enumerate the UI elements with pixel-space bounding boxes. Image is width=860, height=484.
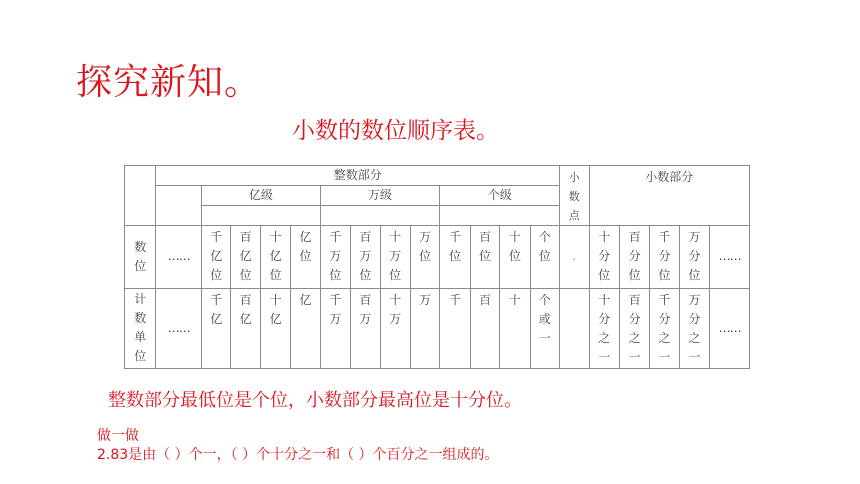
counting-unit-cell: 万 — [410, 288, 439, 368]
counting-unit-cell: 千 分 之 一 — [650, 288, 679, 368]
digit-place-cell: 亿 位 — [291, 226, 320, 288]
counting-unit-cell: 千 亿 — [202, 288, 231, 368]
page-title: 探究新知。 — [76, 62, 262, 103]
decimal-point-header-text: 小 数 点 — [568, 171, 580, 222]
decimal-point-header — [560, 166, 589, 226]
digit-place-cell: …… — [156, 226, 202, 288]
counting-unit-cell: 百 — [470, 288, 499, 368]
counting-unit-cell: 千 万 — [320, 288, 350, 368]
group-wan: 万级 — [320, 186, 440, 206]
digit-place-cell: 百 位 — [470, 226, 499, 288]
counting-unit-cell: 个 或 一 — [530, 288, 559, 368]
exercise-heading: 做一做 — [97, 428, 139, 444]
counting-unit-cell: 十 万 — [380, 288, 410, 368]
counting-unit-cell: 十 分 之 一 — [589, 288, 619, 368]
group-ge: 个级 — [440, 186, 560, 206]
counting-unit-cell: 百 万 — [351, 288, 380, 368]
digit-place-cell: 千 位 — [440, 226, 470, 288]
integer-part-header: 整数部分 — [156, 166, 560, 186]
counting-unit-cell — [560, 288, 589, 368]
digit-place-cell: 百 分 位 — [619, 226, 649, 288]
digit-place-cell: 十 亿 位 — [260, 226, 290, 288]
digit-place-cell: 万 分 位 — [679, 226, 709, 288]
digit-place-cell: 千 万 位 — [320, 226, 350, 288]
counting-unit-cell: …… — [710, 288, 750, 368]
counting-unit-cell: 十 — [500, 288, 530, 368]
table-title: 小数的数位顺序表。 — [292, 118, 499, 144]
digit-place-cell: 十 位 — [500, 226, 530, 288]
counting-unit-cell: 百 分 之 一 — [619, 288, 649, 368]
digit-place-cell: 千 分 位 — [650, 226, 679, 288]
digit-place-cell: . — [560, 226, 589, 288]
counting-unit-cell: 十 亿 — [260, 288, 290, 368]
corner-cell — [125, 166, 156, 226]
blank-cell — [156, 186, 202, 226]
decimal-part-header: 小数部分 — [589, 166, 750, 226]
counting-unit-cell: 万 分 之 一 — [679, 288, 709, 368]
counting-unit-cell: 千 — [440, 288, 470, 368]
digit-place-cell: 百 万 位 — [351, 226, 380, 288]
digit-place-cell: 万 位 — [410, 226, 439, 288]
decimal-place-value-table — [124, 165, 750, 369]
counting-unit-cell: …… — [156, 288, 202, 368]
digit-place-cell: 千 亿 位 — [202, 226, 231, 288]
group-yi: 亿级 — [202, 186, 321, 206]
exercise-question: 2.83是由（ ）个一，（ ）个十分之一和（ ）个百分之一组成的。 — [97, 447, 499, 463]
counting-unit-label: 计 数 单 位 — [125, 288, 156, 368]
digit-place-cell: 个 位 — [530, 226, 559, 288]
digit-place-cell: 百 亿 位 — [231, 226, 260, 288]
digit-place-cell: 十 分 位 — [589, 226, 619, 288]
row-counting-units — [125, 288, 750, 368]
row-digit-places — [125, 226, 750, 288]
counting-unit-cell: 百 亿 — [231, 288, 260, 368]
digit-place-cell: …… — [710, 226, 750, 288]
digit-place-label: 数 位 — [125, 226, 156, 288]
digit-place-cell: 十 万 位 — [380, 226, 410, 288]
counting-unit-cell: 亿 — [291, 288, 320, 368]
key-note: 整数部分最低位是个位，小数部分最高位是十分位。 — [108, 390, 522, 411]
